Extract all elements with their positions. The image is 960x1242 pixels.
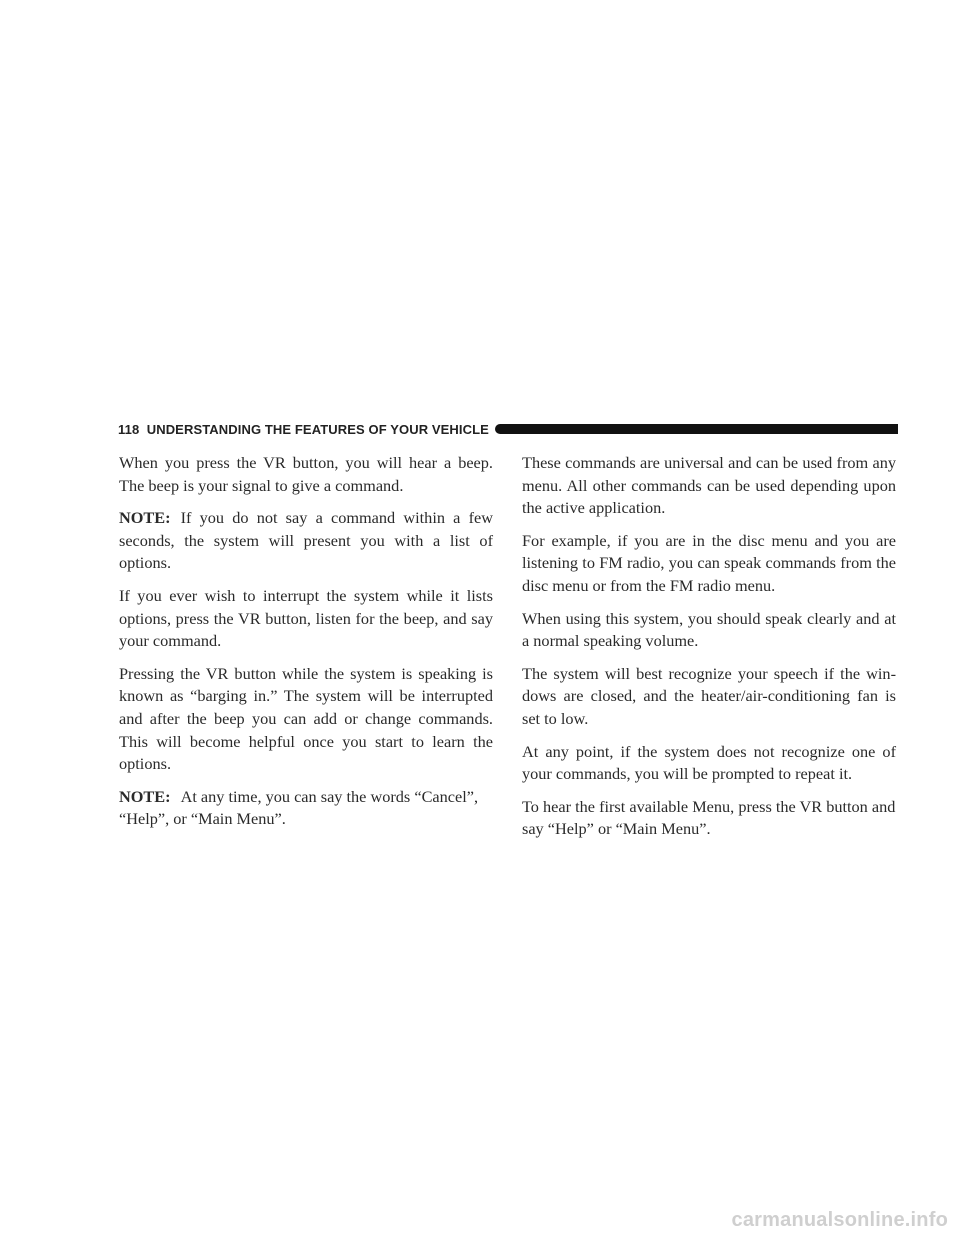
- header-bar: [495, 424, 898, 434]
- note-text: If you do not say a command within a few seconds, the system will present you with a list of options.: [119, 508, 493, 573]
- section-title: UNDERSTANDING THE FEATURES OF YOUR VEHICLE: [146, 421, 489, 437]
- page-number: 118: [118, 421, 140, 437]
- page-header: [118, 418, 898, 440]
- paragraph: The system will best recognize your speech if the win-dows are closed, and the heater/air-conditioning fan is set to low.: [522, 663, 896, 728]
- paragraph: For example, if you are in the disc menu and you are listening to FM radio, you can speak commands from the disc menu or from the FM radio menu.: [522, 530, 896, 595]
- paragraph: At any point, if the system does not recognize one of your commands, you will be prompted to repeat it.: [522, 741, 896, 784]
- paragraph: Pressing the VR button while the system is speaking is known as “barging in.” The system will be interrupted and after the beep you can add or change commands. This will become helpful once you start to learn the options.: [119, 663, 493, 774]
- note-paragraph: [119, 786, 493, 831]
- note-label: NOTE:: [119, 786, 171, 806]
- paragraph: If you ever wish to interrupt the system while it lists options, press the VR button, listen for the beep, and say your command.: [119, 585, 493, 651]
- note-label: NOTE:: [119, 508, 171, 528]
- paragraph: To hear the first available Menu, press the VR button and say “Help” or “Main Menu”.: [522, 796, 896, 839]
- left-column: [119, 452, 493, 841]
- note-paragraph: [119, 507, 493, 575]
- header-text: [118, 422, 489, 437]
- paragraph: These commands are universal and can be used from any menu. All other commands can be used depending upon the active application.: [522, 453, 896, 518]
- watermark: carmanualsonline.info: [731, 1209, 948, 1231]
- paragraph: When using this system, you should speak clearly and at a normal speaking volume.: [522, 608, 896, 651]
- note-text: At any time, you can say the words “Cancel”, “Help”, or “Main Menu”.: [119, 786, 479, 829]
- paragraph: When you press the VR button, you will hear a beep. The beep is your signal to give a command.: [119, 453, 493, 495]
- right-column: [522, 452, 896, 851]
